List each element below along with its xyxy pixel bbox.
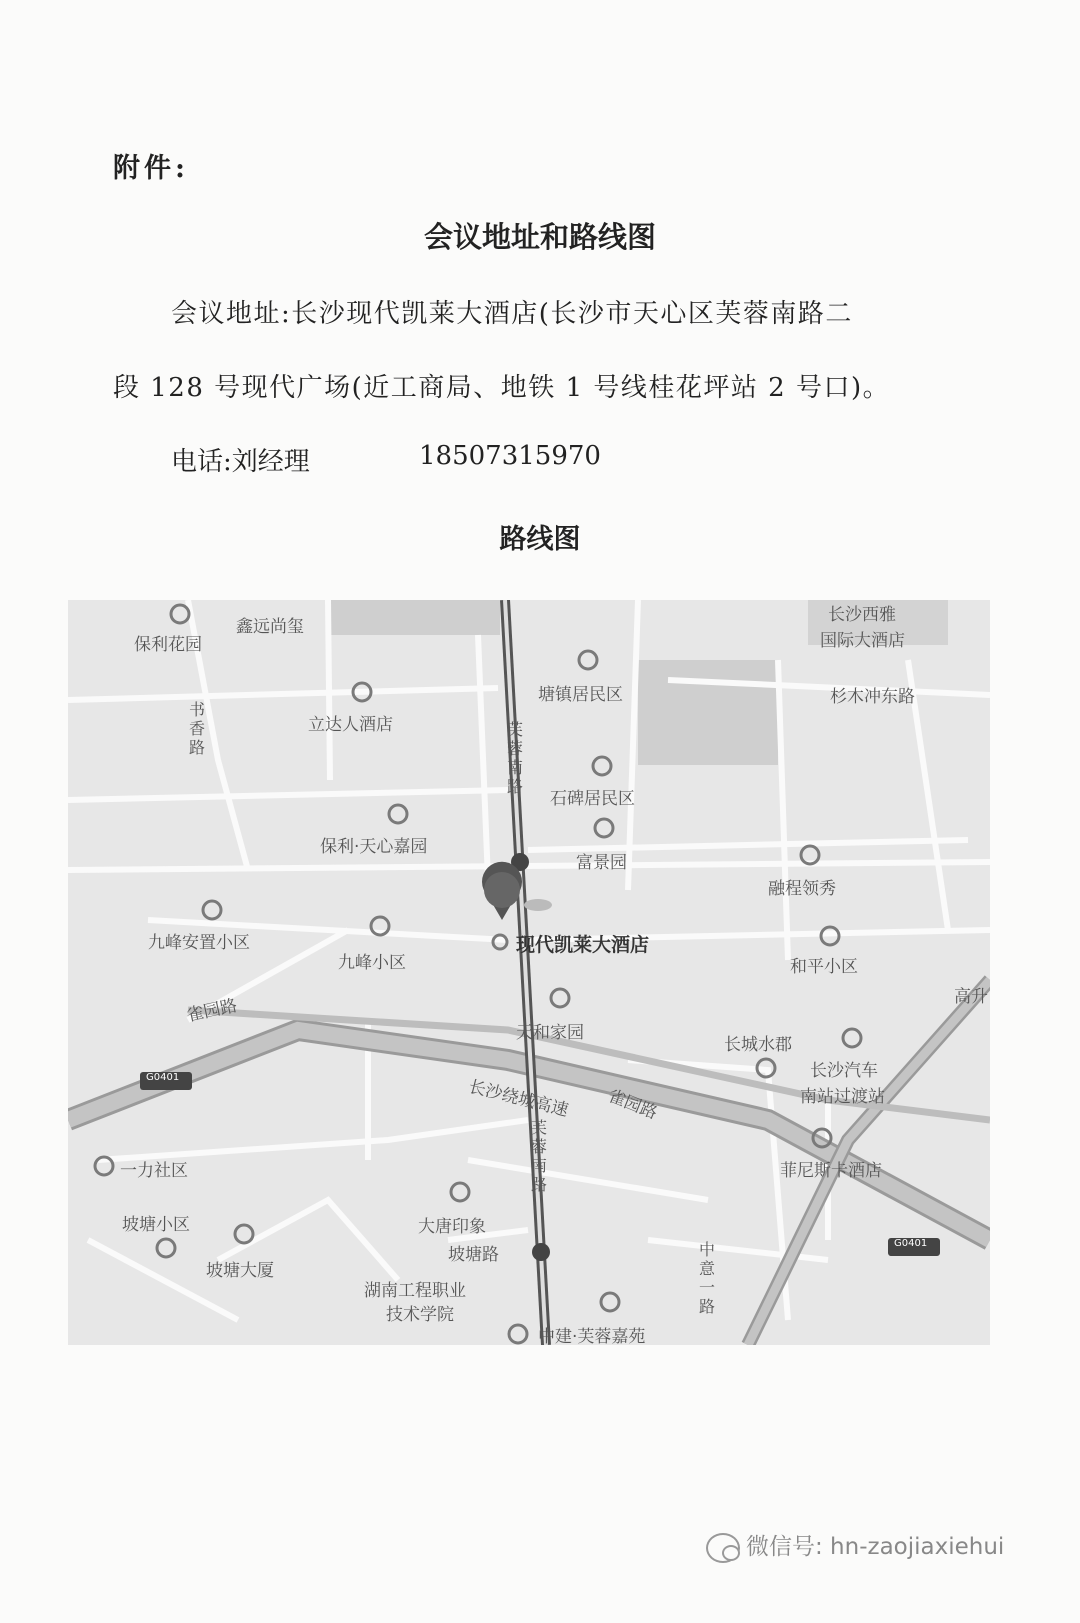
highway-shield: G0401 bbox=[894, 1238, 928, 1249]
address-line-2: 段 128 号现代广场(近工商局、地铁 1 号线桂花坪站 2 号口)。 bbox=[113, 373, 891, 403]
hotel-label: 现代凯莱大酒店 bbox=[516, 934, 650, 956]
map-label: 天和家园 bbox=[516, 1023, 584, 1043]
map-label: 杉木冲东路 bbox=[830, 687, 915, 707]
road-label-vertical: 中意一路 bbox=[698, 1240, 715, 1316]
map-label: 高升 bbox=[954, 987, 988, 1007]
map-label: 塘镇居民区 bbox=[538, 685, 623, 705]
map-label: 长沙汽车 bbox=[810, 1061, 878, 1081]
map-label: 坡塘路 bbox=[448, 1245, 499, 1265]
map-label: 雀园路 bbox=[184, 995, 240, 1027]
map-label: 富景园 bbox=[576, 853, 627, 873]
map-label: 技术学院 bbox=[386, 1305, 454, 1325]
map-label: 立达人酒店 bbox=[308, 715, 393, 735]
route-map bbox=[68, 600, 990, 1345]
highway-shield: G0401 bbox=[146, 1072, 180, 1083]
map-label: 一力社区 bbox=[120, 1161, 188, 1181]
map-label: 雀园路 bbox=[605, 1085, 660, 1124]
document-title: 会议地址和路线图 bbox=[423, 220, 656, 254]
watermark-text: 微信号: hn-zaojiaxiehui bbox=[746, 1534, 1005, 1560]
map-label: 和平小区 bbox=[790, 957, 858, 977]
map-label: 保利花园 bbox=[134, 635, 202, 655]
map-label: 大唐印象 bbox=[418, 1217, 486, 1237]
map-label: 长沙绕城高速 bbox=[466, 1076, 571, 1121]
map-label: 石碑居民区 bbox=[550, 789, 635, 809]
road-label-vertical: 芙蓉南路 bbox=[506, 720, 523, 796]
wechat-watermark bbox=[706, 1528, 1004, 1563]
road-label-vertical: 芙蓉南路 bbox=[530, 1118, 547, 1194]
phone-line bbox=[171, 441, 601, 478]
map-label: 坡塘小区 bbox=[122, 1215, 190, 1235]
map-label: 坡塘大厦 bbox=[206, 1261, 274, 1281]
map-label: 湖南工程职业 bbox=[364, 1281, 466, 1301]
map-label: 长沙西雅 bbox=[828, 605, 896, 625]
map-label: 九峰安置小区 bbox=[148, 933, 250, 953]
map-label: 保利·天心嘉园 bbox=[320, 837, 428, 857]
route-map-title: 路线图 bbox=[499, 524, 581, 555]
map-label: 融程领秀 bbox=[768, 879, 836, 899]
phone-contact: 电话:刘经理 bbox=[171, 447, 310, 477]
map-label: 中建·芙蓉嘉苑 bbox=[538, 1327, 646, 1345]
attachment-label: 附件: bbox=[113, 153, 189, 184]
map-label: 长城水郡 bbox=[724, 1035, 792, 1055]
map-label: 九峰小区 bbox=[338, 953, 406, 973]
map-label: 国际大酒店 bbox=[820, 631, 905, 651]
wechat-icon bbox=[706, 1533, 740, 1563]
road-label-vertical: 书香路 bbox=[188, 700, 205, 757]
map-label: 南站过渡站 bbox=[800, 1087, 885, 1107]
map-label: 鑫远尚玺 bbox=[236, 617, 304, 637]
map-label: 菲尼斯卡酒店 bbox=[780, 1161, 882, 1181]
phone-number: 18507315970 bbox=[419, 441, 601, 471]
address-line-1: 会议地址:长沙现代凯莱大酒店(长沙市天心区芙蓉南路二 bbox=[171, 299, 853, 329]
